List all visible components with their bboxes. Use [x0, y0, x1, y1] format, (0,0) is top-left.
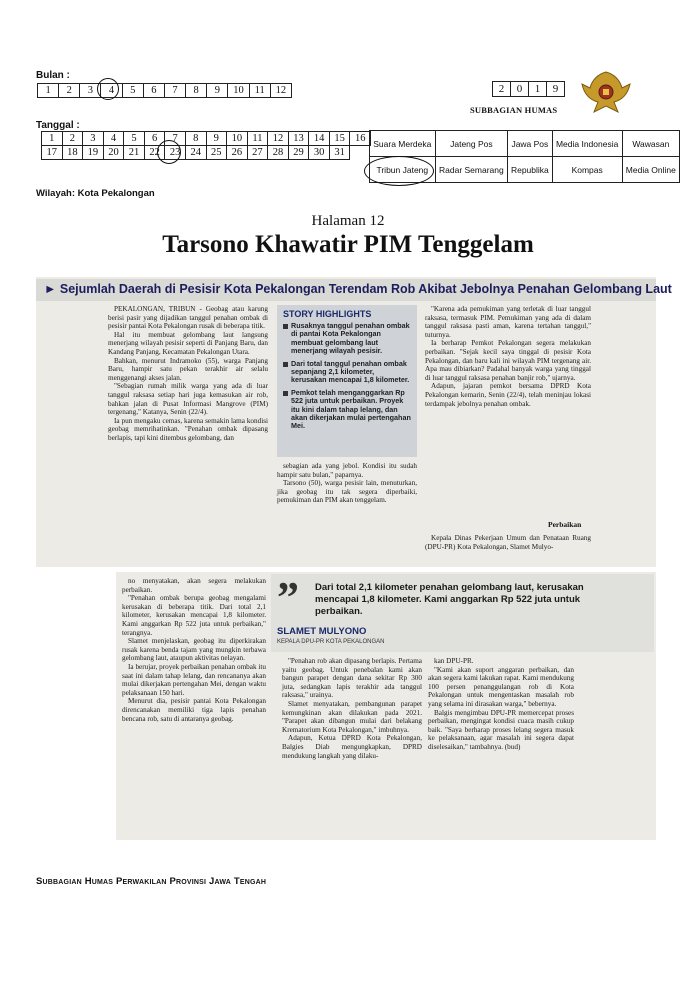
article-paragraph: Adapun, jajaran pemkot bersama DPRD Kota Pekalongan kemarin, Senin (22/4), telah meninjau lokasi terdampak jebolnya penahan ombak.: [425, 382, 591, 408]
article-column-3: [425, 305, 591, 408]
month-grid: [37, 83, 292, 98]
month-cell: 5: [122, 84, 143, 98]
day-cell: 11: [247, 132, 268, 146]
month-cell: 3: [80, 84, 101, 98]
article-paragraph: "Sebagian rumah milik warga yang ada di luar tanggul raksasa setiap hari juga kemasukan air rob, bahkan jalan di Pusat Informasi Mangrove (PIM) tergenang," Katanya, Senin (22/4).: [108, 382, 268, 417]
day-cell: 10: [227, 132, 248, 146]
article-paragraph: Hal itu membuat gelombang laut langsung menerjang wilayah pesisir seperti di Panjang Baru, dan Kandang Panjang, Kecamatan Pekalongan Utara.: [108, 330, 268, 356]
day-grid: [41, 131, 371, 160]
page-number: Halaman 12: [311, 213, 385, 229]
media-option: Suara Merdeka: [370, 131, 436, 157]
article-paragraph: "Penahan rob akan dipasang berlapis. Pertama yaitu geobag. Untuk penebalan kami akan bangun parapet dengan dana sekitar Rp 300 juta, sedangkan lapis terakhir ada tanggul raksasa," urainya.: [282, 657, 422, 700]
article-paragraph: Slamet menjelaskan, geobag itu diperkirakan rusak karena benda tajam yang mungkin terbawa gelombang laut, ataupun aktivitas nelayan.: [122, 637, 266, 663]
quote-mark-icon: ”: [277, 573, 299, 622]
article-paragraph: Kepala Dinas Pekerjaan Umum dan Penataan Ruang (DPU-PR) Kota Pekalongan, Slamet Mulyo-: [425, 534, 591, 551]
media-option: Jateng Pos: [435, 131, 508, 157]
media-option: Tribun Jateng: [370, 157, 436, 183]
article-column-2: [277, 462, 417, 505]
wilayah-label: Wilayah: Kota Pekalongan: [36, 188, 155, 199]
story-highlights-box: [277, 305, 417, 457]
month-cell: 8: [186, 84, 207, 98]
perbaikan-subheading: Perbaikan: [548, 520, 582, 529]
article-paragraph: Bahkan, menurut Indramoko (55), warga Panjang Baru, hampir satu pekan terakhir air selalu menggenangi akses jalan.: [108, 356, 268, 382]
bulan-label: Bulan :: [36, 70, 70, 81]
article-column-3b: [425, 534, 591, 551]
article-paragraph: no menyatakan, akan segera melakukan perbaikan.: [122, 577, 266, 594]
media-option: Kompas: [552, 157, 622, 183]
article-paragraph: Adapun, Ketua DPRD Kota Pekalongan, Balgies Diab mengungkapkan, DPRD mendukung langkah yang dilaku-: [282, 734, 422, 760]
month-cell: 7: [164, 84, 185, 98]
day-cell: 6: [144, 132, 165, 146]
day-cell: 27: [247, 146, 268, 160]
day-cell: 31: [329, 146, 350, 160]
story-highlights-title: STORY HIGHLIGHTS: [283, 309, 372, 319]
day-cell: 23: [165, 146, 186, 160]
year-digit-cell: 9: [547, 82, 565, 97]
article-paragraph: Menurut dia, pesisir pantai Kota Pekalongan direncanakan memiliki tiga lapis penahan bencana rob, satu di antaranya geobag.: [122, 697, 266, 723]
selected-day-circle: [157, 140, 181, 164]
day-cell: 9: [206, 132, 227, 146]
month-cell: 1: [38, 84, 59, 98]
article-paragraph: Ia berharap Pemkot Pekalongan segera melakukan perbaikan. "Sejak kecil saya tinggal di pesisir Kota Pekalongan, dan baru kali ini wilayah PIM tergenang air. Apa mau dibiarkan? Padahal banyak warga yang tinggal di luar tanggul raksasa penahan banjir rob," ujarnya.: [425, 339, 591, 382]
article-banner: ► Sejumlah Daerah di Pesisir Kota Pekalongan Terendam Rob Akibat Jebolnya Penahan Gelombang Laut: [36, 279, 656, 301]
media-option: Jawa Pos: [508, 131, 553, 157]
day-cell: 2: [62, 132, 83, 146]
media-option: Media Indonesia: [552, 131, 622, 157]
month-cell: 12: [270, 84, 291, 98]
day-cell: 28: [268, 146, 289, 160]
article-headline: Tarsono Khawatir PIM Tenggelam: [162, 231, 534, 258]
day-cell: 17: [42, 146, 63, 160]
day-cell: 12: [268, 132, 289, 146]
tanggal-label: Tanggal :: [36, 120, 80, 131]
story-highlight-item: Rusaknya tanggul penahan ombak di pantai Kota Pekalongan membuat gelombang laut menerjang wilayah pesisir.: [283, 322, 411, 356]
day-cell: 21: [124, 146, 145, 160]
article-paragraph: Ia berujar, proyek perbaikan penahan ombak itu saat ini dalam tahap lelang, dan rencananya akan mulai dikerjakan pertengahan Mei, dengan waktu pelaksanaan 150 hari.: [122, 662, 266, 697]
page-footer: Subbagian Humas Perwakilan Provinsi Jawa Tengah: [36, 876, 267, 887]
day-cell: 26: [227, 146, 248, 160]
article-paragraph: Ia pun mengaku cemas, karena semakin lama kondisi geobag memrihatinkan. "Penahan ombak dipasang berlapis, tapi kini ditembus gelombang, dan: [108, 416, 268, 442]
quote-speaker: SLAMET MULYONO: [277, 626, 367, 637]
day-cell: 20: [103, 146, 124, 160]
article-paragraph: kan DPU-PR.: [434, 657, 474, 665]
day-cell: 22: [144, 146, 165, 160]
media-option: Radar Semarang: [435, 157, 508, 183]
day-cell: 5: [124, 132, 145, 146]
story-highlight-item: Pemkot telah menganggarkan Rp 522 juta untuk perbaikan. Proyek itu kini dalam tahap lelang, dan akan dikerjakan mulai pertengahan Mei.: [283, 389, 411, 431]
day-cell: 1: [42, 132, 63, 146]
garuda-emblem-icon: [578, 68, 634, 116]
year-digit-cell: 0: [511, 82, 529, 97]
banner-text: Sejumlah Daerah di Pesisir Kota Pekalongan Terendam Rob Akibat Jebolnya Penahan Gelombang Laut: [59, 282, 672, 296]
year-digit-cell: 1: [529, 82, 547, 97]
article-column-6: [428, 657, 574, 752]
month-cell: 4: [101, 84, 122, 98]
media-option: Republika: [508, 157, 553, 183]
day-cell: 19: [83, 146, 104, 160]
month-cell: 2: [59, 84, 80, 98]
day-cell: 30: [309, 146, 330, 160]
day-cell: 3: [83, 132, 104, 146]
month-cell: 6: [143, 84, 164, 98]
article-column-4: [122, 577, 266, 723]
day-cell: 24: [185, 146, 206, 160]
media-option: Media Online: [622, 157, 679, 183]
article-column-1: [108, 305, 268, 443]
year-digit-cell: 2: [493, 82, 511, 97]
day-cell: 4: [103, 132, 124, 146]
article-paragraph: Balgis mengimbau DPU-PR memercepat proses perbaikan, mengingat kondisi cuaca masih cukup baik. "Saya berharap proses lelang segera masuk ke pelaksanaan, agar masalah ini segera dapat diselesaikan," tambahnya. (bud): [428, 708, 574, 751]
article-paragraph: Tarsono (50), warga pesisir lain, menuturkan, jika geobag itu tak segera diperbaiki, pemukiman dan PIM akan tenggelam.: [277, 479, 417, 505]
article-paragraph: Slamet menyatakan, pembangunan parapet kemungkinan akan dilakukan pada 2021. "Parapet akan dibangun mulai dari belakang Krematorium Kota Pekalongan," imbuhnya.: [282, 699, 422, 734]
selected-media-circle: [364, 156, 434, 186]
month-cell: 10: [228, 84, 249, 98]
article-column-5: [282, 657, 422, 760]
story-highlight-item: Dari total tanggul penahan ombak sepanjang 2,1 kilometer, kerusakan mencapai 1,8 kilometer.: [283, 360, 411, 385]
article-paragraph: "Penahan ombak berupa geobag mengalami kerusakan di beberapa titik. Dari total 2,1 kilometer, kerusakan mencapai 1,8 kilometer. Kami anggarkan Rp 522 juta untuk perbaikan," terangnya.: [122, 594, 266, 637]
day-cell: 13: [288, 132, 309, 146]
article-paragraph: PEKALONGAN, TRIBUN - Geobag atau karung berisi pasir yang dijadikan tanggul penahan ombak di pesisir pantai Kota Pekalongan rusak di beberapa titik.: [108, 305, 268, 331]
day-cell: 14: [309, 132, 330, 146]
month-cell: 9: [207, 84, 228, 98]
year-grid: [492, 81, 565, 97]
article-paragraph: "Kami akan suport anggaran perbaikan, dan akan segera kami lakukan rapat. Kami mendukung 100 persen penanggulangan rob di Kota Pekalongan untuk mengentaskan masalah rob yang selama ini dirasakan warga," bebernya.: [428, 665, 574, 708]
day-cell: 29: [288, 146, 309, 160]
day-cell: 18: [62, 146, 83, 160]
article-paragraph: sebagian ada yang jebol. Kondisi itu sudah hampir satu bulan," paparnya.: [277, 462, 417, 479]
day-cell: 15: [329, 132, 350, 146]
selected-month-circle: [97, 78, 119, 100]
day-cell: 25: [206, 146, 227, 160]
article-paragraph: "Karena ada pemukiman yang terletak di luar tanggul raksasa, termasuk PIM. Pemukiman yang ada di dalam tanggul raksasa pasti aman, karena tertahan tanggul," tuturnya.: [425, 305, 591, 339]
month-cell: 11: [249, 84, 270, 98]
day-cell: 7: [165, 132, 186, 146]
quote-speaker-role: KEPALA DPU-PR KOTA PEKALONGAN: [277, 639, 385, 645]
pull-quote-text: Dari total 2,1 kilometer penahan gelombang laut, kerusakan mencapai 1,8 kilometer. Kami anggarkan Rp 522 juta untuk perbaikan.: [315, 582, 584, 617]
subbagian-label: SUBBAGIAN HUMAS: [470, 105, 558, 115]
media-option: Wawasan: [622, 131, 679, 157]
day-cell: 16: [350, 132, 371, 146]
pull-quote-box: [271, 574, 654, 652]
day-cell: 8: [185, 132, 206, 146]
